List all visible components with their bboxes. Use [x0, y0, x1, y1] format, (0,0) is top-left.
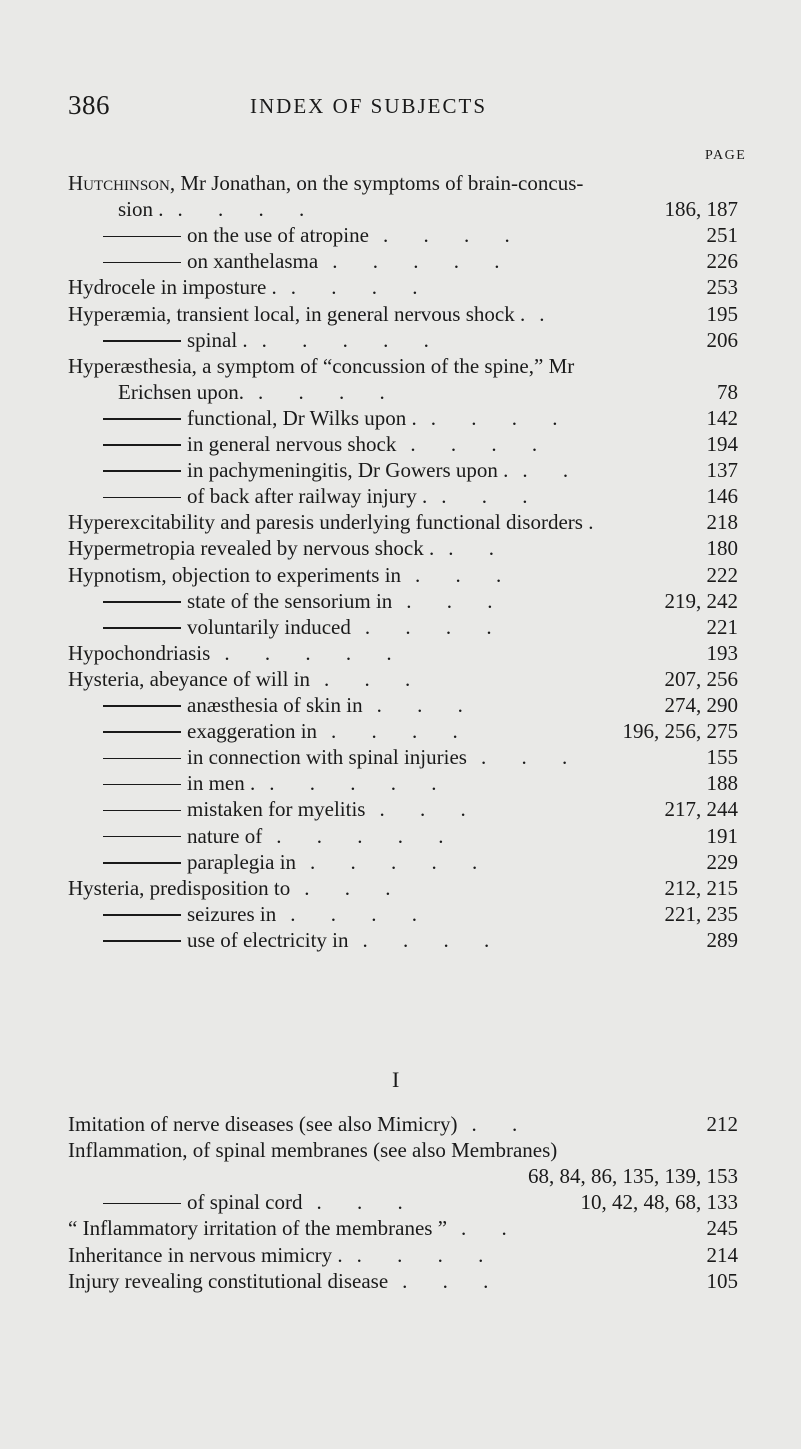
entry-text: [68, 301, 544, 327]
entry-label: nature of: [187, 823, 263, 848]
leader-dots: . . . .: [331, 719, 458, 744]
leader-dots: . . . .: [257, 379, 385, 404]
entry-label: anæsthesia of skin in: [187, 693, 363, 717]
entry-label: exaggeration in: [187, 719, 318, 744]
entry-text: [68, 170, 583, 196]
entry-label: sion .: [118, 197, 164, 222]
leader-dots: . . . .: [290, 275, 418, 300]
leader-dots: . . .: [406, 588, 493, 613]
leader-dots: . . . . .: [310, 849, 478, 874]
repeat-dash: [103, 1203, 181, 1205]
leader-dots: . . . . .: [269, 771, 437, 796]
leader-dots: . . . .: [362, 927, 490, 952]
index-entry: [0, 796, 801, 822]
index-entry: [0, 901, 801, 927]
index-entry: [0, 1137, 801, 1163]
index-entry: [0, 509, 801, 535]
index-entry: [0, 1189, 801, 1215]
leader-dots: . . . .: [364, 614, 492, 639]
index-entry: [0, 353, 801, 379]
entry-text: [103, 1189, 403, 1215]
entry-pages: 142: [706, 405, 738, 430]
entry-pages: 68, 84, 86, 135, 139, 153: [528, 1164, 738, 1189]
entry-label: on xanthelasma: [187, 249, 319, 274]
entry-text: [68, 353, 574, 379]
entry-label: Hypnotism, objection to experiments in: [68, 562, 402, 587]
leader-dots: . .: [522, 458, 569, 483]
entry-pages: 289: [706, 927, 738, 952]
entry-text: [68, 535, 494, 561]
index-entry: [0, 849, 801, 875]
page-header: [0, 90, 801, 130]
page-number: 386: [68, 90, 110, 120]
repeat-dash: [103, 444, 181, 446]
leader-dots: . . .: [480, 745, 568, 770]
entry-label: in pachymeningitis, Dr Gowers upon .: [187, 458, 509, 483]
leader-dots: . . . . .: [332, 249, 500, 274]
entry-text: [118, 196, 304, 222]
entry-label: paraplegia in: [187, 849, 297, 874]
entry-text: [103, 692, 463, 718]
index-entry: [0, 1111, 801, 1137]
leader-dots: . . .: [402, 1268, 489, 1293]
entry-text: [68, 274, 418, 300]
leader-dots: . . . .: [290, 901, 417, 926]
page-column-label: PAGE: [705, 148, 747, 163]
repeat-dash: [103, 340, 181, 342]
entry-label: on the use of atropine: [187, 223, 369, 248]
entry-pages: 206: [706, 327, 738, 352]
entry-label: Injury revealing constitutional disease: [68, 1268, 389, 1293]
repeat-dash: [103, 940, 181, 942]
index-entry: [0, 1215, 801, 1241]
entry-label: of back after railway injury .: [187, 484, 428, 509]
entry-label: mistaken for myelitis: [187, 797, 366, 822]
index-entry: [0, 718, 801, 744]
entry-pages: 155: [706, 745, 738, 770]
index-entry: [0, 588, 801, 614]
leader-dots: . . . . .: [261, 327, 429, 352]
entry-text: [68, 562, 501, 588]
entry-pages: 188: [706, 771, 738, 796]
entry-text: [103, 327, 429, 353]
index-entry: [0, 222, 801, 248]
index-entry: [0, 301, 801, 327]
repeat-dash: [103, 236, 181, 238]
repeat-dash: [103, 601, 181, 603]
entry-label: voluntarily induced: [187, 614, 351, 639]
entry-pages: 245: [706, 1216, 738, 1241]
running-head: INDEX OF SUBJECTS: [250, 94, 488, 118]
index-entry: [0, 770, 801, 796]
entry-text: [103, 744, 567, 770]
entry-label: Hysteria, abeyance of will in: [68, 666, 310, 691]
entry-pages: 229: [706, 849, 738, 874]
entry-label: Hyperexcitability and paresis underlying functional disorders .: [68, 510, 594, 535]
entry-text: [68, 640, 392, 666]
entry-label: use of electricity in: [187, 927, 349, 952]
repeat-dash: [103, 497, 181, 499]
entry-pages: 218: [706, 510, 738, 535]
entry-label: Hypochondriasis: [68, 640, 211, 665]
entry-text: [103, 823, 443, 849]
entry-label: “ Inflammatory irritation of the membranes ”: [68, 1216, 448, 1241]
entry-pages: 217, 244: [664, 797, 738, 822]
entry-text: [103, 770, 437, 796]
entry-pages: 10, 42, 48, 68, 133: [580, 1190, 738, 1215]
index-entry: [0, 1242, 801, 1268]
repeat-dash: [103, 627, 181, 629]
leader-dots: . . .: [441, 484, 528, 509]
entry-label: Inflammation, of spinal membranes (see also Membranes): [68, 1138, 558, 1163]
entry-pages: 193: [706, 640, 738, 665]
index-entry: [0, 823, 801, 849]
entry-text: [103, 222, 510, 248]
entry-text: [68, 1242, 483, 1268]
repeat-dash: [103, 914, 181, 916]
entry-lead: Hutchinson: [68, 171, 170, 195]
leader-dots: . . . .: [356, 1242, 484, 1267]
entry-text: [103, 405, 558, 431]
leader-dots: . . .: [316, 1190, 403, 1215]
leader-dots: . . .: [379, 797, 466, 822]
entry-label: state of the sensorium in: [187, 588, 393, 613]
repeat-dash: [103, 731, 181, 733]
entry-pages: 226: [706, 249, 738, 274]
repeat-dash: [103, 862, 181, 864]
entry-text: [103, 718, 458, 744]
entry-text: [103, 431, 537, 457]
index-entry: [0, 483, 801, 509]
entry-label: Hypermetropia revealed by nervous shock .: [68, 536, 435, 561]
entry-label: of spinal cord: [187, 1190, 303, 1215]
index-entry: [0, 927, 801, 953]
entry-label: in men .: [187, 771, 256, 796]
entry-text: [103, 588, 493, 614]
repeat-dash: [103, 418, 181, 420]
index-entry: [0, 640, 801, 666]
entry-text: [103, 614, 492, 640]
entry-label: Erichsen upon.: [118, 379, 244, 404]
repeat-dash: [103, 705, 181, 707]
entry-pages: 105: [706, 1268, 738, 1293]
entry-label: Imitation of nerve diseases (see also Mimicry): [68, 1112, 458, 1136]
entry-text: [103, 901, 417, 927]
entry-pages: 214: [706, 1242, 738, 1267]
index-entry: [0, 614, 801, 640]
index-entry: [0, 692, 801, 718]
section-letter: I: [392, 1067, 400, 1092]
index-entry: [0, 744, 801, 770]
entry-text: [68, 509, 593, 535]
index-entry: [0, 535, 801, 561]
entry-pages: 207, 256: [664, 666, 738, 691]
index-entry: [0, 562, 801, 588]
repeat-dash: [103, 784, 181, 786]
entry-text: [68, 666, 410, 692]
entry-pages: 212: [706, 1112, 738, 1136]
entry-pages: 186, 187: [664, 197, 738, 222]
index-entry: [0, 431, 801, 457]
entry-text: [68, 1268, 488, 1294]
leader-dots: . . .: [415, 562, 502, 587]
repeat-dash: [103, 470, 181, 472]
entry-label: seizures in: [187, 901, 277, 926]
index-entry: [0, 875, 801, 901]
repeat-dash: [103, 758, 181, 760]
entry-pages: 274, 290: [664, 693, 738, 717]
entry-label: in general nervous shock: [187, 432, 397, 456]
repeat-dash: [103, 836, 181, 838]
leader-dots: . . . . .: [224, 640, 392, 665]
index-entry: [0, 1268, 801, 1294]
leader-dots: . . . .: [177, 197, 305, 222]
entry-text: [68, 1215, 507, 1241]
index-entry: [0, 274, 801, 300]
entry-pages: 221, 235: [664, 901, 738, 926]
index-entry: [0, 1163, 801, 1189]
entry-text: [103, 927, 489, 953]
entry-text: [68, 1137, 557, 1163]
entry-label: Hysteria, predisposition to: [68, 875, 291, 900]
index-entry: [0, 327, 801, 353]
repeat-dash: [103, 810, 181, 812]
entry-label: functional, Dr Wilks upon .: [187, 405, 417, 430]
index-entry: [0, 457, 801, 483]
leader-dots: . .: [471, 1112, 518, 1136]
entry-text: [103, 796, 466, 822]
leader-dots: .: [539, 301, 545, 326]
entry-text: [103, 248, 499, 274]
entry-pages: 253: [706, 275, 738, 300]
entry-pages: 222: [706, 562, 738, 587]
leader-dots: . . . . .: [276, 823, 444, 848]
leader-dots: . . . .: [410, 432, 538, 456]
entry-label: Hyperæmia, transient local, in general nervous shock .: [68, 301, 526, 326]
leader-dots: . . . .: [382, 223, 510, 248]
entry-pages: 194: [706, 432, 738, 456]
leader-dots: . . .: [324, 666, 411, 691]
leader-dots: . .: [461, 1216, 507, 1241]
entry-text: [68, 1111, 517, 1137]
leader-dots: . . .: [376, 693, 463, 717]
entry-pages: 180: [706, 536, 738, 561]
entry-text: [103, 457, 568, 483]
index-entry: [0, 248, 801, 274]
entry-pages: 221: [706, 614, 738, 639]
entry-pages: 146: [706, 484, 738, 509]
entry-label: spinal .: [187, 327, 248, 352]
repeat-dash: [103, 262, 181, 264]
index-entry: [0, 379, 801, 405]
entry-label: Hydrocele in imposture .: [68, 275, 277, 300]
entry-text: [103, 849, 477, 875]
entry-pages: 219, 242: [664, 588, 738, 613]
entry-pages: 137: [706, 458, 738, 483]
entry-pages: 212, 215: [664, 875, 738, 900]
entry-label: Inheritance in nervous mimicry .: [68, 1242, 343, 1267]
index-entry: [0, 666, 801, 692]
leader-dots: . .: [448, 536, 494, 561]
entry-pages: 195: [706, 301, 738, 326]
entry-text: [103, 483, 527, 509]
entry-pages: 251: [706, 223, 738, 248]
entry-label: Hyperæsthesia, a symptom of “concussion of the spine,” Mr: [68, 353, 575, 378]
index-entry: [0, 196, 801, 222]
entry-pages: 196, 256, 275: [622, 719, 738, 744]
index-entry: [0, 170, 801, 196]
entry-pages: 191: [706, 823, 738, 848]
entry-label: in connection with spinal injuries: [187, 745, 467, 770]
entry-text: [118, 379, 385, 405]
entry-label: , Mr Jonathan, on the symptoms of brain-concus-: [169, 171, 584, 195]
leader-dots: . . . .: [430, 405, 558, 430]
entry-pages: 78: [717, 379, 738, 404]
leader-dots: . . .: [304, 875, 391, 900]
index-entry: [0, 405, 801, 431]
entry-text: [68, 875, 390, 901]
